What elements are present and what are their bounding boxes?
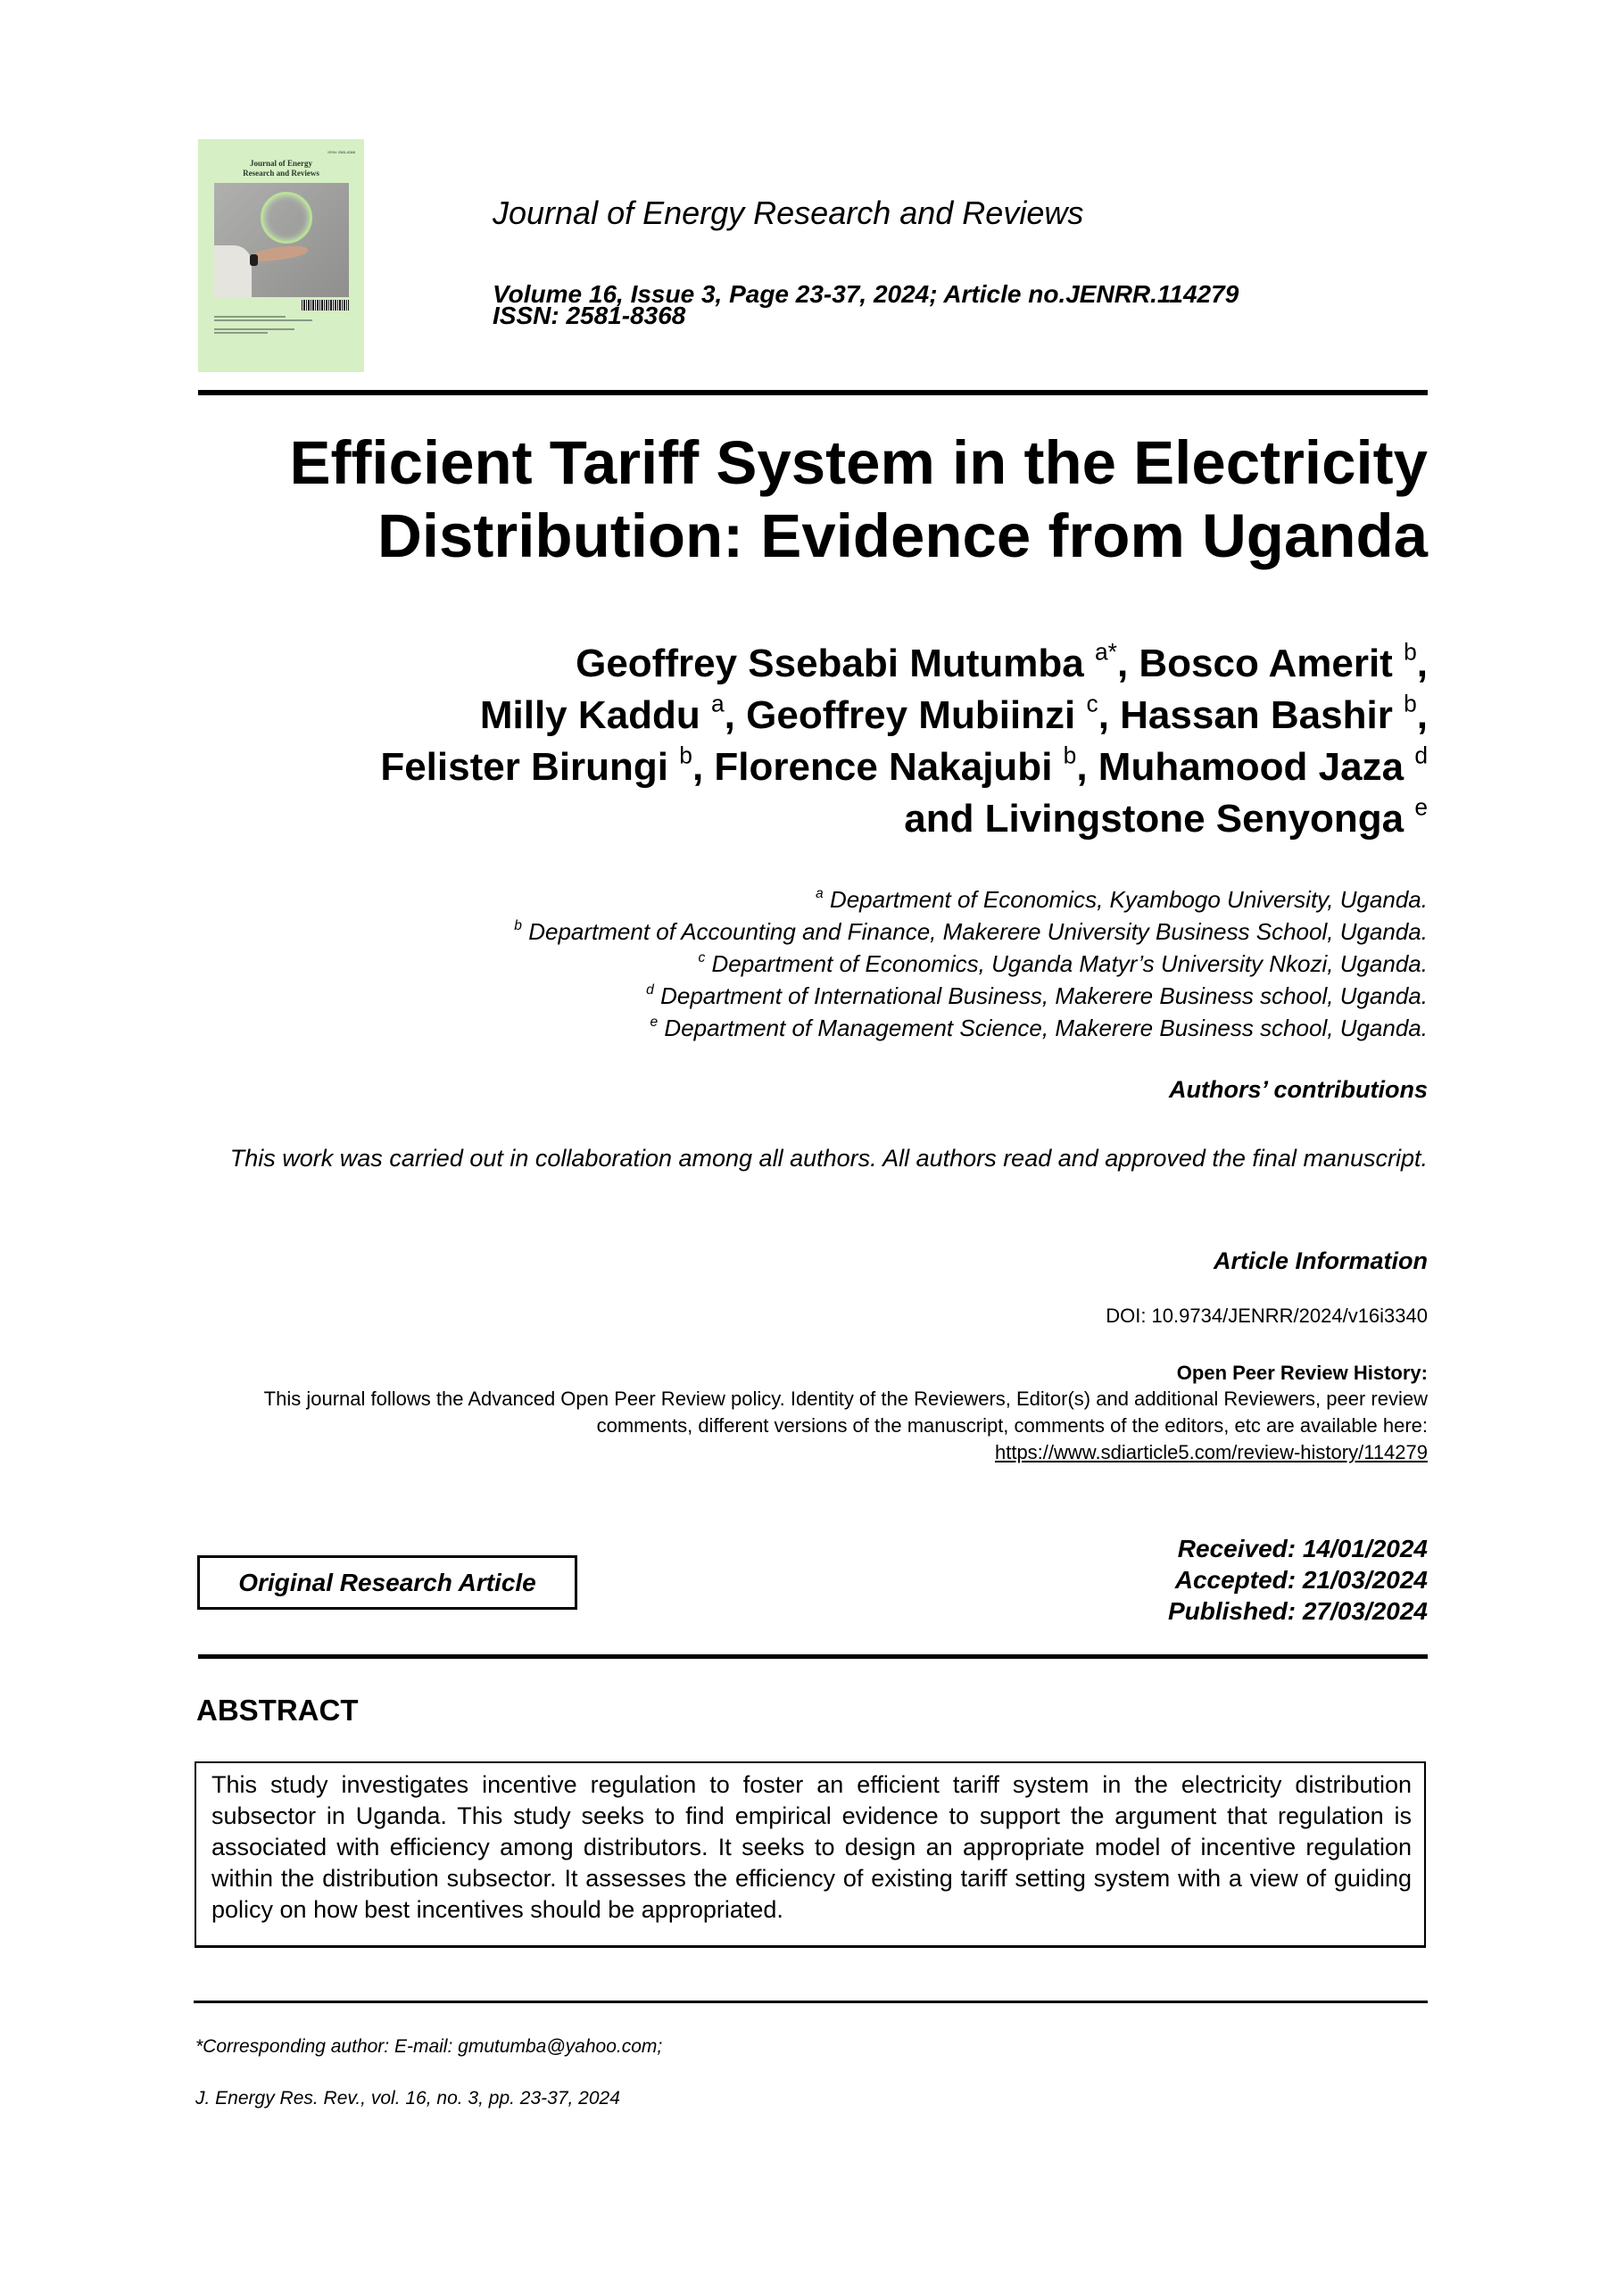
journal-cover-image xyxy=(198,139,364,372)
author-name: Muhamood Jaza xyxy=(1098,745,1404,789)
affiliation-text: Department of Accounting and Finance, Makerere University Business School, Uganda. xyxy=(521,918,1428,945)
affiliation xyxy=(178,883,1428,916)
article-type-badge: Original Research Article xyxy=(197,1555,577,1610)
affiliation xyxy=(178,916,1428,948)
cover-title-line: Journal of Energy xyxy=(249,159,312,168)
cover-fine-print xyxy=(214,319,312,321)
affiliation xyxy=(178,948,1428,980)
affiliation-mark: c xyxy=(698,950,706,966)
article-title xyxy=(178,427,1428,573)
author-name: Florence Nakajubi xyxy=(714,745,1053,789)
author-line xyxy=(178,638,1428,690)
author-name: Felister Birungi xyxy=(380,745,669,789)
affiliation-text: Department of International Business, Makerere Business school, Uganda. xyxy=(653,982,1428,1009)
article-info-heading: Article Information xyxy=(1213,1247,1428,1274)
affiliation-mark: b xyxy=(514,918,522,934)
separator: , xyxy=(1116,642,1139,685)
author-affiliation-mark: d xyxy=(1414,742,1428,769)
author-name: Bosco Amerit xyxy=(1139,642,1393,685)
author-affiliation-mark: b xyxy=(1404,638,1417,666)
author-line xyxy=(178,793,1428,845)
separator: , xyxy=(1098,693,1121,737)
energy-orb-icon xyxy=(261,192,312,244)
peer-review-description: This journal follows the Advanced Open Peer Review policy. Identity of the Reviewers, Editor(s) and additional Reviewers, peer review comments, different versions of the manuscript, comments of the editors, etc are available here: xyxy=(263,1388,1428,1437)
section-divider xyxy=(198,1654,1428,1659)
affiliation-list xyxy=(178,883,1428,1044)
author-name: and Livingstone Senyonga xyxy=(904,797,1404,841)
separator: , xyxy=(1416,642,1428,685)
affiliation-text: Department of Economics, Kyambogo University, Uganda. xyxy=(823,886,1428,913)
author-line xyxy=(178,742,1428,793)
separator: , xyxy=(1416,693,1428,737)
hand-shape xyxy=(249,244,308,264)
affiliation-mark: e xyxy=(650,1015,659,1031)
issn: ISSN: 2581-8368 xyxy=(493,302,686,329)
barcode-icon xyxy=(302,300,349,311)
author-name: Hassan Bashir xyxy=(1120,693,1393,737)
cover-photo xyxy=(214,183,349,297)
cover-sleeve-shape xyxy=(214,245,252,297)
author-affiliation-mark: b xyxy=(679,742,692,769)
corresponding-author-note: *Corresponding author: E-mail: gmutumba@yahoo.com; xyxy=(195,2036,663,2057)
author-list xyxy=(178,638,1428,845)
author-name: Geoffrey Ssebabi Mutumba xyxy=(576,642,1084,685)
author-affiliation-mark: a* xyxy=(1095,638,1117,666)
separator: , xyxy=(692,745,715,789)
journal-name: Journal of Energy Research and Reviews xyxy=(493,195,1084,231)
affiliation-mark: d xyxy=(646,982,654,998)
affiliation-mark: a xyxy=(816,886,824,902)
author-affiliation-mark: c xyxy=(1086,690,1098,717)
affiliation-text: Department of Management Science, Makerere Business school, Uganda. xyxy=(658,1015,1428,1041)
cover-issn: ISSN: 2581-8368 xyxy=(327,150,355,154)
cover-fine-print xyxy=(214,328,294,330)
cover-fine-print xyxy=(214,332,268,334)
received-date: Received: 14/01/2024 xyxy=(1177,1535,1428,1562)
author-affiliation-mark: a xyxy=(710,690,725,717)
title-line: Efficient Tariff System in the Electricity xyxy=(289,428,1428,497)
header-divider xyxy=(198,390,1428,395)
journal-citation: J. Energy Res. Rev., vol. 16, no. 3, pp. 23-37, 2024 xyxy=(195,2088,620,2109)
footnote-divider xyxy=(194,2001,1428,2003)
cover-title-line: Research and Reviews xyxy=(243,169,319,178)
affiliation xyxy=(178,1012,1428,1044)
affiliation xyxy=(178,980,1428,1012)
cover-title xyxy=(198,159,364,178)
author-name: Geoffrey Mubiinzi xyxy=(746,693,1076,737)
publication-dates xyxy=(1168,1533,1428,1627)
author-affiliation-mark: b xyxy=(1063,742,1077,769)
watch-shape xyxy=(250,254,258,266)
peer-review-link[interactable]: https://www.sdiarticle5.com/review-history/114279 xyxy=(994,1441,1428,1463)
accepted-date: Accepted: 21/03/2024 xyxy=(1174,1566,1428,1594)
contributions-text: This work was carried out in collaboration among all authors. All authors read and approved the final manuscript. xyxy=(229,1145,1428,1172)
peer-review-text xyxy=(178,1386,1428,1466)
separator: , xyxy=(1076,745,1098,789)
author-name: Milly Kaddu xyxy=(479,693,700,737)
cover-fine-print xyxy=(214,316,286,318)
author-affiliation-mark: e xyxy=(1414,793,1428,821)
abstract-text: This study investigates incentive regulation to foster an efficient tariff system in the electricity distribution subsector in Uganda. This study seeks to find empirical evidence to support the argument that regulation is associated with efficiency among distributors. It seeks to design an appropriate model of incentive regulation within the distribution subsector. It assesses the efficiency of existing tariff setting system with a view of guiding policy on how best incentives should be appropriated. xyxy=(195,1761,1426,1948)
doi: DOI: 10.9734/JENRR/2024/v16i3340 xyxy=(1106,1305,1428,1327)
author-line xyxy=(178,690,1428,742)
title-line: Distribution: Evidence from Uganda xyxy=(377,501,1428,570)
contributions-heading: Authors’ contributions xyxy=(1169,1076,1428,1103)
abstract-heading: ABSTRACT xyxy=(196,1694,359,1727)
volume-info: Volume 16, Issue 3, Page 23-37, 2024; Article no.JENRR.114279 xyxy=(493,280,1239,308)
peer-review-heading: Open Peer Review History: xyxy=(1176,1362,1428,1384)
separator: , xyxy=(724,693,747,737)
author-affiliation-mark: b xyxy=(1404,690,1417,717)
published-date: Published: 27/03/2024 xyxy=(1167,1597,1428,1625)
affiliation-text: Department of Economics, Uganda Matyr’s University Nkozi, Uganda. xyxy=(705,950,1428,977)
